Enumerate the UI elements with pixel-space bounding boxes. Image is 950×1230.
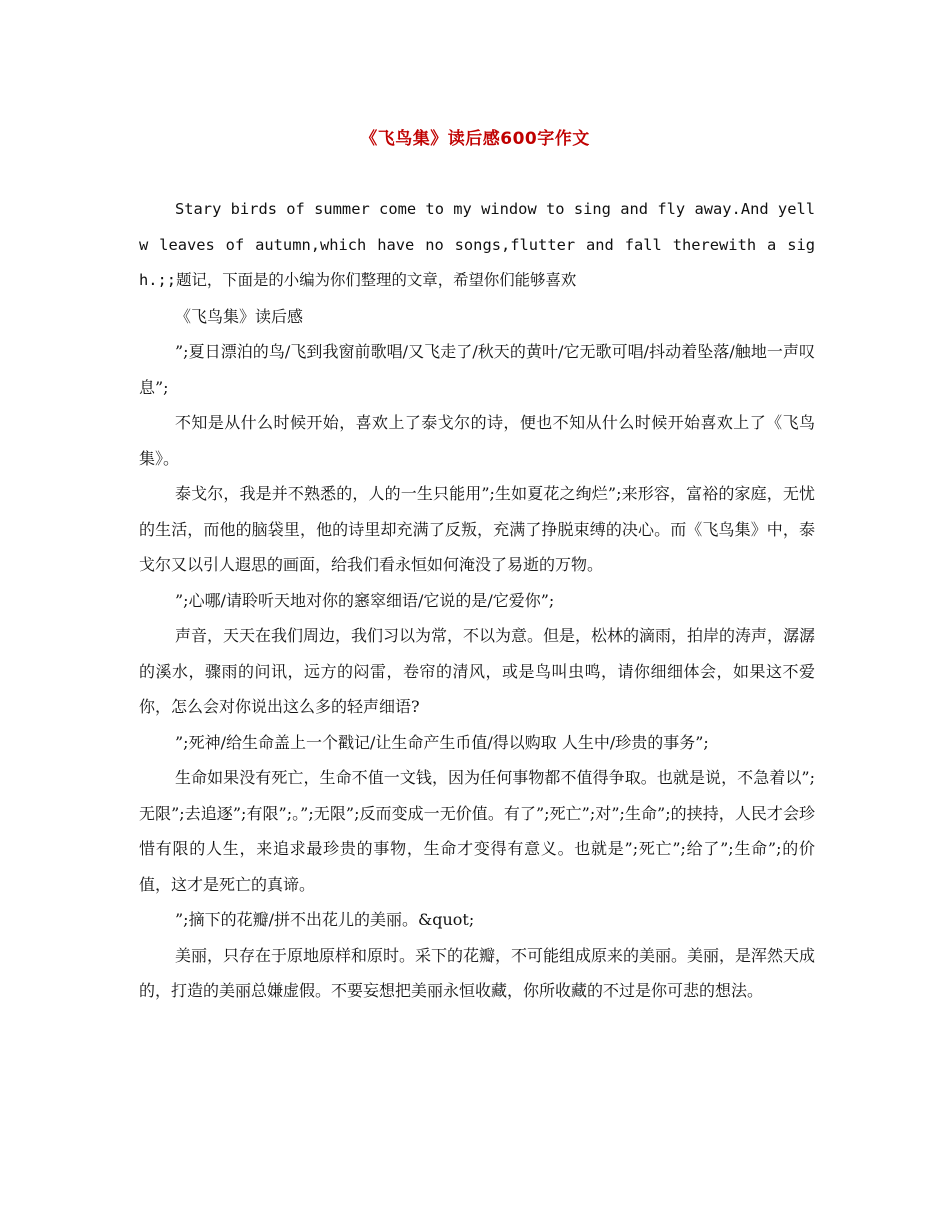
paragraph: 泰戈尔，我是并不熟悉的，人的一生只能用”;生如夏花之绚烂”;来形容，富裕的家庭，无忧的生活，而他的脑袋里，他的诗里却充满了反叛，充满了挣脱束缚的决心。而《飞鸟集》中，泰戈尔又以引人遐思的画面，给我们看永恒如何淹没了易逝的万物。 (139, 484, 815, 574)
document-body (139, 192, 815, 1009)
paragraph-quote-summer-birds: ”;夏日漂泊的鸟/飞到我窗前歌唱/又飞走了/秋天的黄叶/它无歌可唱/抖动着坠落/触地一声叹息”; (139, 342, 815, 397)
paragraph-quote-heart: ”;心哪/请聆听天地对你的窸窣细语/它说的是/它爱你”; (175, 590, 555, 610)
paragraph-quote-petals: ”;摘下的花瓣/拼不出花儿的美丽。&quot; (175, 910, 475, 929)
paragraph: 声音，天天在我们周边，我们习以为常，不以为意。但是，松林的滴雨，拍岸的涛声，潺潺的溪水，骤雨的问讯，远方的闷雷，卷帘的清风，或是鸟叫虫鸣，请你细细体会，如果这不爱你，怎么会对你说出这么多的轻声细语? (139, 626, 816, 716)
document-title: 《飞鸟集》读后感600字作文 (360, 129, 590, 149)
paragraph-intro: Stary birds of summer come to my window to sing and fly away.And yellw leaves of autumn,which have no songs,flutter and fall therewith a sigh.;;题记，下面是的小编为你们整理的文章，希望你们能够喜欢 (139, 200, 815, 289)
paragraph: 美丽，只存在于原地原样和原时。采下的花瓣，不可能组成原来的美丽。美丽，是浑然天成的，打造的美丽总嫌虚假。不要妄想把美丽永恒收藏，你所收藏的不过是你可悲的想法。 (139, 945, 816, 1000)
paragraph: 生命如果没有死亡，生命不值一文钱，因为任何事物都不值得争取。也就是说，不急着以”;无限”;去追逐”;有限”;。”;无限”;反而变成一无价值。有了”;死亡”;对”;生命”;的挟持，人民才会珍惜有限的人生，来追求最珍贵的事物，生命才变得有意义。也就是”;死亡”;给了”;生命”;的价值，这才是死亡的真谛。 (139, 768, 815, 894)
paragraph-quote-death: ”;死神/给生命盖上一个戳记/让生命产生币值/得以购取 人生中/珍贵的事务”; (175, 732, 709, 752)
paragraph-subtitle: 《飞鸟集》读后感 (175, 306, 304, 326)
paragraph: 不知是从什么时候开始，喜欢上了泰戈尔的诗，便也不知从什么时候开始喜欢上了《飞鸟集》。 (139, 413, 815, 468)
